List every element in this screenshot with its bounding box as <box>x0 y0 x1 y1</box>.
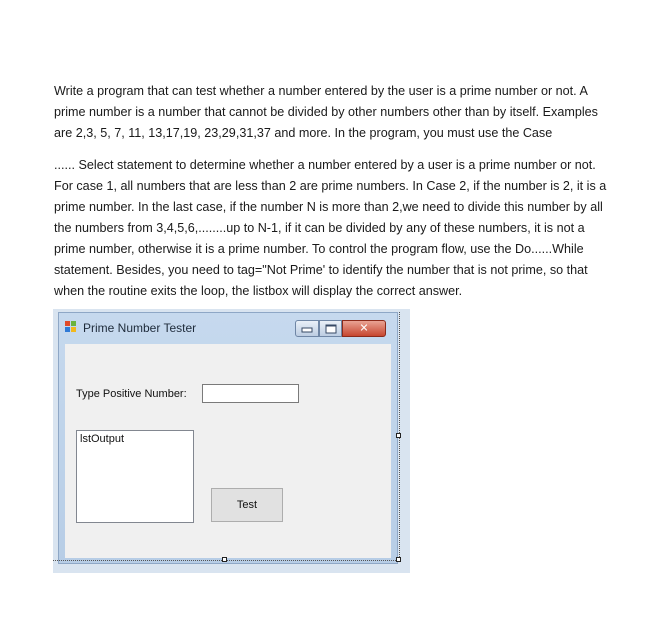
app-icon <box>65 321 77 333</box>
close-button[interactable] <box>342 320 386 337</box>
text-line: prime number is a number that cannot be divided by other numbers other than by itself. Examples <box>54 105 598 119</box>
close-icon: ✕ <box>359 322 369 334</box>
resize-handle-corner[interactable] <box>396 557 401 562</box>
text-line: For case 1, all numbers that are less than 2 are prime numbers. In Case 2, if the number is 2, it is a <box>54 179 607 193</box>
form-client-area <box>65 344 391 558</box>
text-line: ...... Select statement to determine whether a number entered by a user is a prime number or not. <box>54 158 596 172</box>
output-listbox[interactable] <box>76 430 194 523</box>
resize-handle-right[interactable] <box>396 433 401 438</box>
minimize-button[interactable] <box>295 320 319 337</box>
maximize-button[interactable] <box>319 320 342 337</box>
prime-tester-window[interactable] <box>58 312 398 564</box>
resize-handle-bottom[interactable] <box>222 557 227 562</box>
text-line: the numbers from 3,4,5,6,........up to N-1, if it can be divided by any of these numbers, it is not a <box>54 221 585 235</box>
text-line: statement. Besides, you need to tag="Not Prime' to identify the number that is not prime, so that <box>54 263 588 277</box>
minimize-icon <box>302 328 313 333</box>
text-line: prime number, otherwise it is a prime number. To control the program flow, use the Do......While <box>54 242 584 256</box>
text-line: prime number. In the last case, if the number N is more than 2,we need to divide this number by all <box>54 200 603 214</box>
text-line: Write a program that can test whether a number entered by the user is a prime number or not. A <box>54 84 588 98</box>
title-bar[interactable] <box>59 313 397 343</box>
text-line: are 2,3, 5, 7, 11, 13,17,19, 23,29,31,37 and more. In the program, you must use the Case <box>54 126 553 140</box>
test-button[interactable]: Test <box>211 488 283 522</box>
paragraph-1 <box>54 81 644 144</box>
maximize-icon <box>325 324 336 333</box>
text-line: when the routine exits the loop, the listbox will display the correct answer. <box>54 284 463 298</box>
number-input[interactable] <box>202 384 299 403</box>
window-title: Prime Number Tester <box>83 321 197 335</box>
number-label: Type Positive Number: <box>76 388 187 400</box>
listbox-name: lstOutput <box>80 433 125 445</box>
paragraph-2 <box>54 155 644 302</box>
